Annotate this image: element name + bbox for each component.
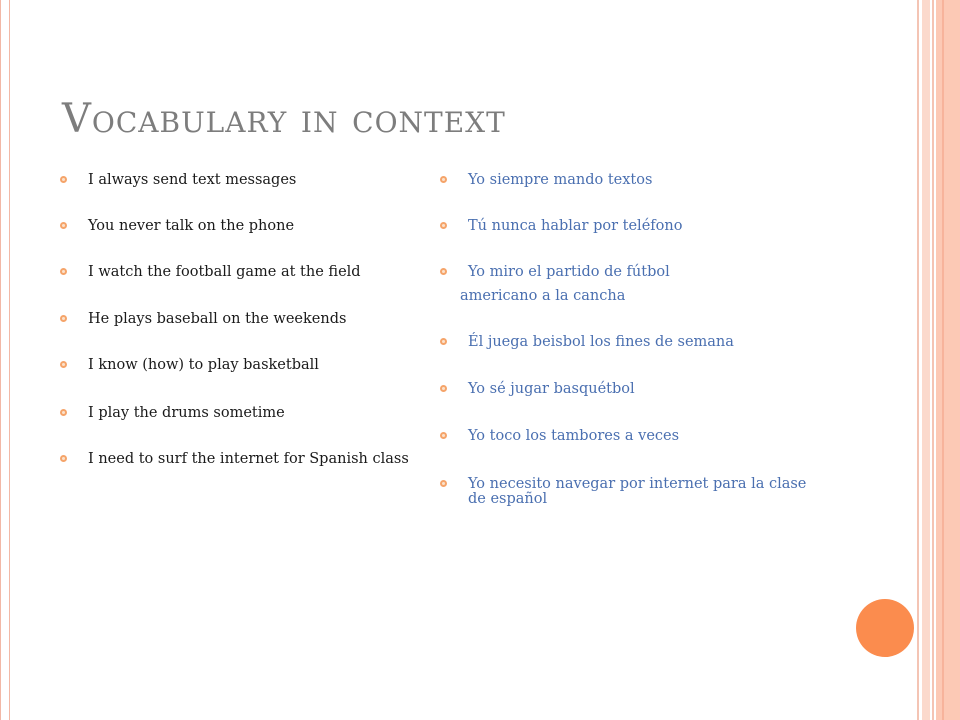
bullet-icon (440, 222, 447, 229)
spanish-item-continuation: de español (468, 491, 548, 507)
bullet-icon (60, 455, 67, 462)
accent-circle (856, 599, 914, 657)
right-stripe-decoration (942, 0, 944, 720)
bullet-icon (60, 361, 67, 368)
bullet-icon (440, 338, 447, 345)
bullet-icon (60, 176, 67, 183)
right-stripe-decoration (922, 0, 930, 720)
right-stripe-decoration (917, 0, 919, 720)
bullet-icon (60, 268, 67, 275)
bullet-icon (60, 315, 67, 322)
bullet-icon (440, 432, 447, 439)
bullet-icon (440, 268, 447, 275)
bullet-icon (440, 385, 447, 392)
right-stripe-decoration (932, 0, 934, 720)
bullet-icon (440, 176, 447, 183)
bullet-icon (60, 409, 67, 416)
bullet-icon (60, 222, 67, 229)
bullet-icon (440, 480, 447, 487)
spanish-item-continuation: americano a la cancha (460, 288, 626, 304)
slide-title: Vocabulary in context (62, 96, 506, 142)
left-border-decoration (0, 0, 10, 720)
right-stripe-decoration (936, 0, 960, 720)
